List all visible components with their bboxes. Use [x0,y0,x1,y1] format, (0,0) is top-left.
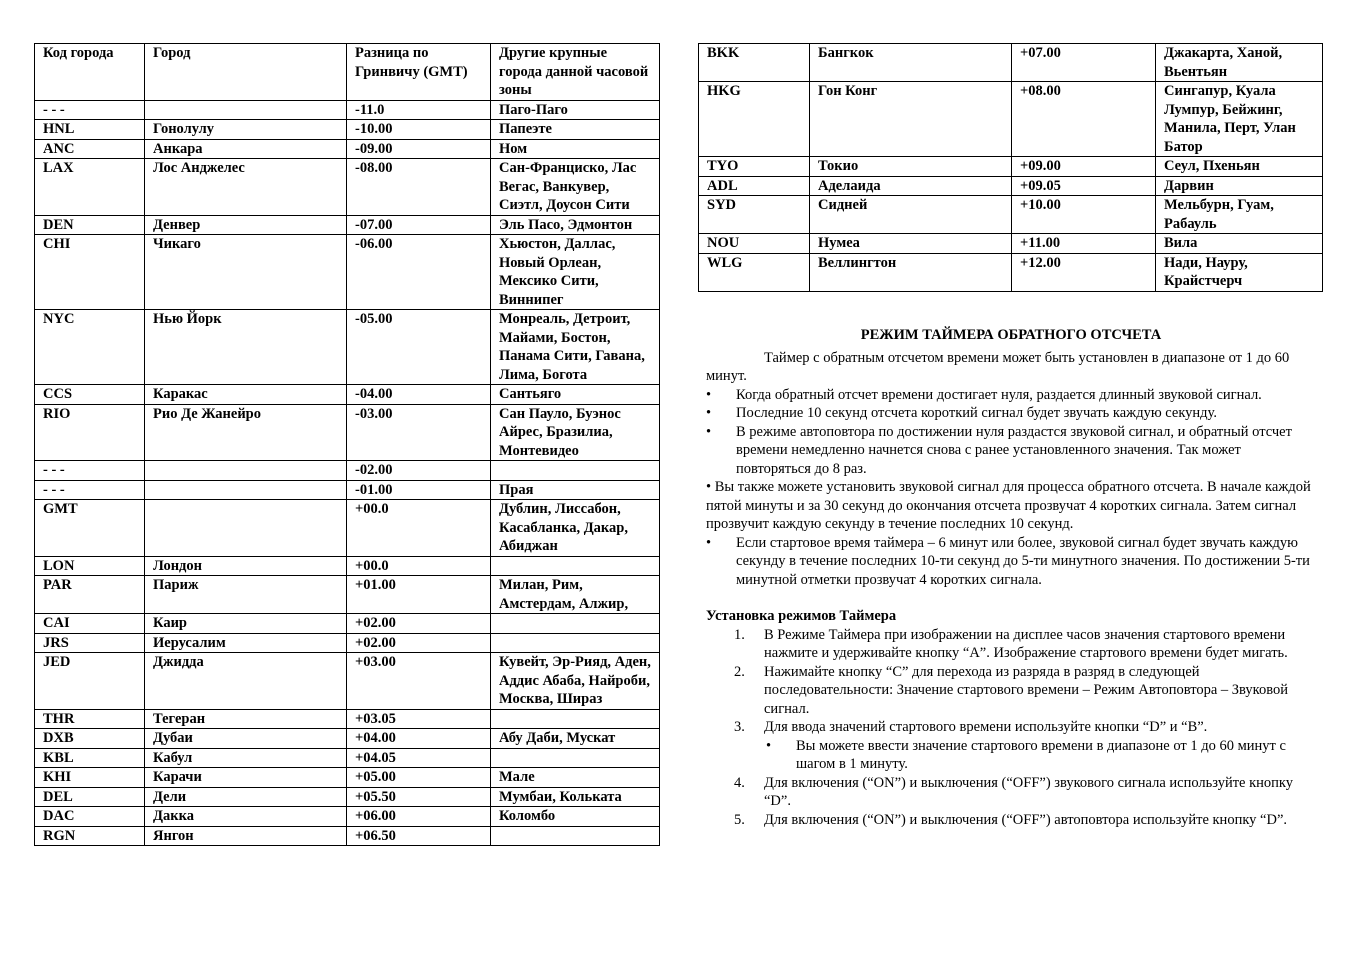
bullet-item: • Когда обратный отсчет времени достигает нуля, раздается длинный звуковой сигнал. [706,386,1262,403]
cell-gmt: -06.00 [347,235,491,310]
cell-city: Дубаи [145,729,347,749]
sub-bullet-item: • Вы можете ввести значение стартового времени в диапазоне от 1 до 60 минут с шагом в 1 минуту. [766,737,1286,772]
cell-code: - - - [35,100,145,120]
cell-code: DXB [35,729,145,749]
table-row [35,139,660,159]
cell-gmt: +04.05 [347,748,491,768]
cell-other-cities [491,826,660,846]
bullet-dot: • [706,405,712,421]
table-row [699,234,1323,254]
table-row [35,709,660,729]
cell-city [145,480,347,500]
cell-code: ADL [699,176,810,196]
table-row [35,556,660,576]
table-row [35,500,660,557]
cell-gmt: +05.00 [347,768,491,788]
cell-gmt: -05.00 [347,310,491,385]
cell-city: Аделаида [810,176,1012,196]
cell-city: Нью Йорк [145,310,347,385]
cell-city [145,100,347,120]
cell-city: Анкара [145,139,347,159]
cell-other-cities: Абу Даби, Мускат [491,729,660,749]
cell-code: LON [35,556,145,576]
cell-gmt: +08.00 [1012,82,1156,157]
cell-other-cities: Коломбо [491,807,660,827]
numbered-step: 5. Для включения (“ON”) и выключения (“OFF”) автоповтора используйте кнопку “D”. [734,811,1288,828]
cell-city: Чикаго [145,235,347,310]
cell-other-cities: Дарвин [1156,176,1323,196]
cell-gmt: +02.00 [347,633,491,653]
cell-gmt: -09.00 [347,139,491,159]
table-row [699,253,1323,291]
table-row [35,807,660,827]
cell-city: Дакка [145,807,347,827]
table-row [35,385,660,405]
cell-gmt: -07.00 [347,215,491,235]
cell-other-cities [491,709,660,729]
cell-gmt: +03.00 [347,653,491,710]
cell-code: THR [35,709,145,729]
bullet-dot: • [706,386,712,403]
cell-other-cities: Кувейт, Эр-Рияд, Аден, Аддис Абаба, Найроби, Москва, Шираз [491,653,660,710]
table-row [35,614,660,634]
cell-code: DEL [35,787,145,807]
timezone-table-right [698,43,1323,292]
cell-gmt: +06.50 [347,826,491,846]
cell-code: CCS [35,385,145,405]
cell-city: Токио [810,157,1012,177]
cell-city: Янгон [145,826,347,846]
bullet-dot: • [706,534,712,551]
subheading: Установка режимов Таймера [706,608,897,624]
table-row [699,44,1323,82]
cell-code: ANC [35,139,145,159]
cell-city: Кабул [145,748,347,768]
cell-other-cities: Папеэте [491,120,660,140]
cell-gmt: +03.05 [347,709,491,729]
table-row [35,461,660,481]
cell-other-cities: Хьюстон, Даллас, Новый Орлеан, Мексико Сити, Виннипег [491,235,660,310]
intro-paragraph: Таймер с обратным отсчетом времени может быть установлен в диапазоне от 1 до 60 минут. [706,349,1290,384]
table-header-cell: Код города [35,44,145,101]
cell-city: Тегеран [145,709,347,729]
cell-code: DAC [35,807,145,827]
table-row [699,176,1323,196]
cell-code: KBL [35,748,145,768]
cell-city: Гонолулу [145,120,347,140]
cell-code: GMT [35,500,145,557]
bullet-item: • В режиме автоповтора по достижении нуля раздастся звуковой сигнал, и обратный отсчет времени немедленно начнется снова с ранее установленного значения. Так может повторяться до 8 раз. [706,423,1292,477]
table-header-cell: Город [145,44,347,101]
table-row [699,196,1323,234]
cell-other-cities: Мале [491,768,660,788]
cell-other-cities [491,748,660,768]
cell-city: Дели [145,787,347,807]
cell-code: RGN [35,826,145,846]
cell-gmt: +05.50 [347,787,491,807]
cell-city: Лондон [145,556,347,576]
table-row [35,787,660,807]
cell-gmt: +02.00 [347,614,491,634]
bullet-item: • Последние 10 секунд отсчета короткий сигнал будет звучать каждую секунду. [706,405,1217,421]
numbered-step: 3. Для ввода значений стартового времени используйте кнопки “D” и “B”. [734,719,1208,735]
cell-code: KHI [35,768,145,788]
cell-code: NYC [35,310,145,385]
cell-code: LAX [35,159,145,216]
cell-gmt: +06.00 [347,807,491,827]
cell-city: Джидда [145,653,347,710]
table-row [35,480,660,500]
cell-gmt: +12.00 [1012,253,1156,291]
cell-code: HKG [699,82,810,157]
cell-other-cities: Вила [1156,234,1323,254]
cell-code: - - - [35,480,145,500]
cell-other-cities [491,614,660,634]
cell-other-cities: Мумбаи, Кольката [491,787,660,807]
cell-other-cities: Нади, Науру, Крайстчерч [1156,253,1323,291]
table-row [35,404,660,461]
bullet-item-inline: • Вы также можете установить звуковой сигнал для процесса обратного отсчета. В начале каждой пятой минуты и за 30 секунд до окончания отсчета прозвучат 4 коротких сигнала. Затем сигнал прозвучит каждую секунду в течение последних 10 секунд. [706,479,1311,532]
cell-other-cities [491,461,660,481]
cell-code: TYO [699,157,810,177]
table-row [35,235,660,310]
numbered-step: 4. Для включения (“ON”) и выключения (“OFF”) звукового сигнала используйте кнопку “D”. [734,774,1294,809]
cell-gmt: +09.00 [1012,157,1156,177]
table-header-cell: Другие крупные города данной часовой зоны [491,44,660,101]
table-row [35,215,660,235]
cell-gmt: +01.00 [347,576,491,614]
cell-code: CHI [35,235,145,310]
table-row [35,576,660,614]
cell-other-cities: Прая [491,480,660,500]
cell-other-cities: Сан-Франциско, Лас Вегас, Ванкувер, Сиэтл, Доусон Сити [491,159,660,216]
cell-other-cities: Милан, Рим, Амстердам, Алжир, [491,576,660,614]
cell-gmt: +04.00 [347,729,491,749]
cell-city: Сидней [810,196,1012,234]
timer-instructions [706,326,1316,829]
cell-city [145,461,347,481]
cell-city: Париж [145,576,347,614]
cell-other-cities [491,556,660,576]
cell-city: Веллингтон [810,253,1012,291]
table-row [699,157,1323,177]
cell-code: DEN [35,215,145,235]
table-row [35,633,660,653]
cell-other-cities: Сингапур, Куала Лумпур, Бейжинг, Манила, Перт, Улан Батор [1156,82,1323,157]
cell-other-cities: Мельбурн, Гуам, Рабауль [1156,196,1323,234]
table-row [35,748,660,768]
cell-gmt: -11.0 [347,100,491,120]
cell-city: Каракас [145,385,347,405]
table-header-row [35,44,660,101]
table-header-cell: Разница по Гринвичу (GMT) [347,44,491,101]
cell-gmt: +07.00 [1012,44,1156,82]
numbered-step: 1. В Режиме Таймера при изображении на дисплее часов значения стартового времени нажмите и удерживайте кнопку “A”. Изображение стартового времени будет мигать. [734,626,1288,661]
cell-other-cities [491,633,660,653]
cell-code: JRS [35,633,145,653]
table-row [35,653,660,710]
cell-city: Бангкок [810,44,1012,82]
table-row [699,82,1323,157]
cell-other-cities: Эль Пасо, Эдмонтон [491,215,660,235]
cell-other-cities: Сеул, Пхеньян [1156,157,1323,177]
cell-city [145,500,347,557]
cell-gmt: +09.05 [1012,176,1156,196]
bullet-dot: • [766,737,772,754]
cell-city: Карачи [145,768,347,788]
cell-code: SYD [699,196,810,234]
table-row [35,826,660,846]
cell-code: HNL [35,120,145,140]
cell-code: RIO [35,404,145,461]
cell-city: Каир [145,614,347,634]
cell-other-cities: Джакарта, Ханой, Вьентьян [1156,44,1323,82]
cell-gmt: +00.0 [347,500,491,557]
cell-code: JED [35,653,145,710]
numbered-step: 2. Нажимайте кнопку “C” для перехода из разряда в разряд в следующей последовательности: Значение стартового времени – Режим Автоповтора – Звуковой сигнал. [734,663,1288,717]
cell-code: - - - [35,461,145,481]
table-row [35,120,660,140]
cell-other-cities: Сан Пауло, Буэнос Айрес, Бразилиа, Монтевидео [491,404,660,461]
cell-city: Гон Конг [810,82,1012,157]
section-title: РЕЖИМ ТАЙМЕРА ОБРАТНОГО ОТСЧЕТА [860,327,1162,343]
cell-city: Денвер [145,215,347,235]
table-row [35,100,660,120]
cell-gmt: +11.00 [1012,234,1156,254]
cell-gmt: -10.00 [347,120,491,140]
cell-city: Лос Анджелес [145,159,347,216]
cell-gmt: +00.0 [347,556,491,576]
cell-code: WLG [699,253,810,291]
cell-other-cities: Паго-Паго [491,100,660,120]
timezone-table-left [34,43,660,846]
bullet-item: • Если стартовое время таймера – 6 минут или более, звуковой сигнал будет звучать каждую секунду в течение последних 10-ти секунд до 5-ти минутного значения. По достижении 5-ти минутной отметки прозвучат 4 коротких сигнала. [706,534,1310,588]
cell-other-cities: Монреаль, Детроит, Майами, Бостон, Панама Сити, Гавана, Лима, Богота [491,310,660,385]
cell-code: NOU [699,234,810,254]
cell-code: PAR [35,576,145,614]
cell-city: Иерусалим [145,633,347,653]
cell-gmt: -03.00 [347,404,491,461]
cell-city: Нумеа [810,234,1012,254]
cell-gmt: -08.00 [347,159,491,216]
cell-gmt: +10.00 [1012,196,1156,234]
cell-other-cities: Ном [491,139,660,159]
table-row [35,729,660,749]
cell-gmt: -04.00 [347,385,491,405]
cell-code: CAI [35,614,145,634]
cell-gmt: -02.00 [347,461,491,481]
bullet-dot: • [706,423,712,440]
cell-code: BKK [699,44,810,82]
table-row [35,768,660,788]
table-row [35,159,660,216]
bullet-dot: • [706,479,712,495]
cell-other-cities: Сантьяго [491,385,660,405]
cell-gmt: -01.00 [347,480,491,500]
cell-city: Рио Де Жанейро [145,404,347,461]
table-row [35,310,660,385]
cell-other-cities: Дублин, Лиссабон, Касабланка, Дакар, Абиджан [491,500,660,557]
